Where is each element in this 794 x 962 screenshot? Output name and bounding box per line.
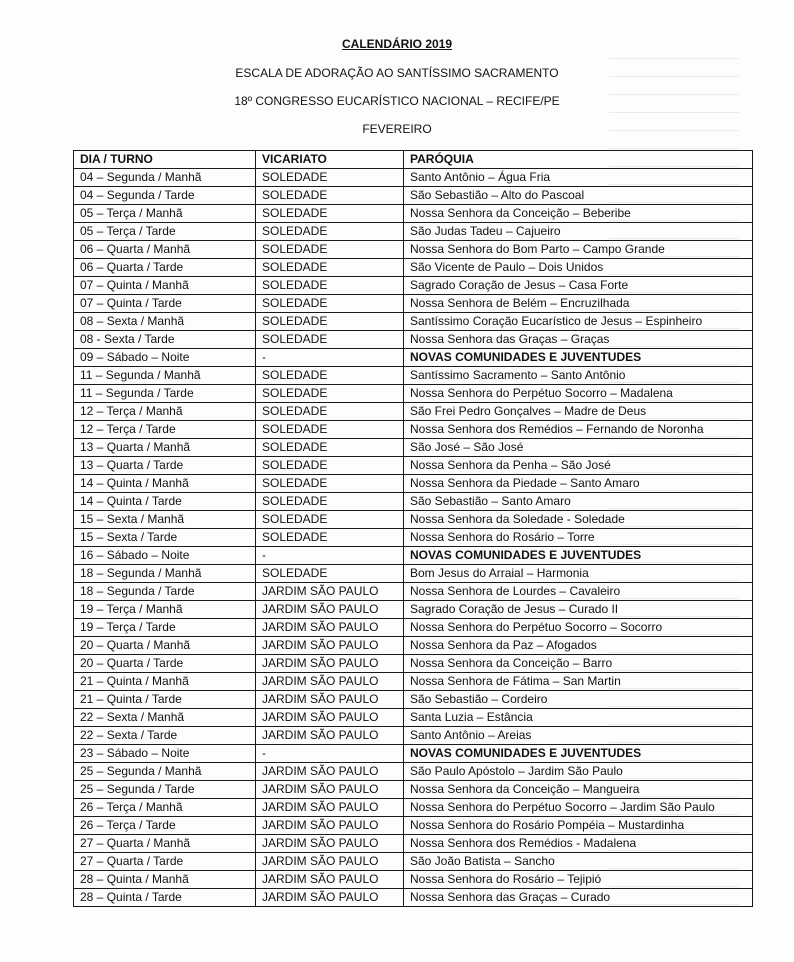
table-row — [74, 421, 753, 439]
vicariate-cell: SOLEDADE — [256, 565, 404, 583]
parish-cell: Nossa Senhora da Piedade – Santo Amaro — [404, 475, 753, 493]
table-row — [74, 277, 753, 295]
table-row — [74, 241, 753, 259]
parish-cell: São João Batista – Sancho — [404, 853, 753, 871]
table-row — [74, 403, 753, 421]
table-row — [74, 187, 753, 205]
vicariate-cell: - — [256, 745, 404, 763]
vicariate-cell: - — [256, 547, 404, 565]
vicariate-cell: SOLEDADE — [256, 313, 404, 331]
day-cell: 14 – Quinta / Manhã — [74, 475, 256, 493]
table-row — [74, 871, 753, 889]
vicariate-cell: SOLEDADE — [256, 277, 404, 295]
vicariate-cell: SOLEDADE — [256, 187, 404, 205]
day-cell: 11 – Segunda / Tarde — [74, 385, 256, 403]
table-header-row — [74, 151, 753, 169]
parish-cell: Nossa Senhora do Perpétuo Socorro – Socorro — [404, 619, 753, 637]
parish-cell: Sagrado Coração de Jesus – Casa Forte — [404, 277, 753, 295]
vicariate-cell: JARDIM SÃO PAULO — [256, 835, 404, 853]
parish-cell: Nossa Senhora da Conceição – Barro — [404, 655, 753, 673]
parish-cell: Nossa Senhora de Fátima – San Martin — [404, 673, 753, 691]
vicariate-cell: SOLEDADE — [256, 367, 404, 385]
parish-cell: NOVAS COMUNIDADES E JUVENTUDES — [404, 349, 753, 367]
day-cell: 11 – Segunda / Manhã — [74, 367, 256, 385]
table-row — [74, 817, 753, 835]
day-cell: 04 – Segunda / Tarde — [74, 187, 256, 205]
document-subtitle: ESCALA DE ADORAÇÃO AO SANTÍSSIMO SACRAMENTO — [235, 66, 559, 80]
day-cell: 08 - Sexta / Tarde — [74, 331, 256, 349]
table-row — [74, 547, 753, 565]
table-row — [74, 709, 753, 727]
column-header-vicariate: VICARIATO — [256, 151, 404, 169]
parish-cell: Nossa Senhora da Penha – São José — [404, 457, 753, 475]
vicariate-cell: SOLEDADE — [256, 403, 404, 421]
vicariate-cell: SOLEDADE — [256, 331, 404, 349]
day-cell: 18 – Segunda / Manhã — [74, 565, 256, 583]
day-cell: 20 – Quarta / Tarde — [74, 655, 256, 673]
parish-cell: Santa Luzia – Estância — [404, 709, 753, 727]
parish-cell: São Sebastião – Alto do Pascoal — [404, 187, 753, 205]
parish-cell: Santíssimo Coração Eucarístico de Jesus – Espinheiro — [404, 313, 753, 331]
table-row — [74, 799, 753, 817]
parish-cell: Nossa Senhora dos Remédios – Fernando de Noronha — [404, 421, 753, 439]
table-row — [74, 475, 753, 493]
day-cell: 26 – Terça / Manhã — [74, 799, 256, 817]
day-cell: 20 – Quarta / Manhã — [74, 637, 256, 655]
vicariate-cell: JARDIM SÃO PAULO — [256, 619, 404, 637]
column-header-parish: PARÓQUIA — [404, 151, 753, 169]
parish-cell: Nossa Senhora do Bom Parto – Campo Grande — [404, 241, 753, 259]
table-row — [74, 583, 753, 601]
vicariate-cell: JARDIM SÃO PAULO — [256, 871, 404, 889]
vicariate-cell: JARDIM SÃO PAULO — [256, 637, 404, 655]
day-cell: 27 – Quarta / Tarde — [74, 853, 256, 871]
vicariate-cell: SOLEDADE — [256, 295, 404, 313]
day-cell: 05 – Terça / Manhã — [74, 205, 256, 223]
table-row — [74, 763, 753, 781]
vicariate-cell: SOLEDADE — [256, 385, 404, 403]
table-row — [74, 601, 753, 619]
day-cell: 12 – Terça / Manhã — [74, 403, 256, 421]
parish-cell: Nossa Senhora do Rosário – Tejipió — [404, 871, 753, 889]
vicariate-cell: JARDIM SÃO PAULO — [256, 763, 404, 781]
parish-cell: Nossa Senhora das Graças – Graças — [404, 331, 753, 349]
day-cell: 28 – Quinta / Manhã — [74, 871, 256, 889]
parish-cell: São José – São José — [404, 439, 753, 457]
vicariate-cell: JARDIM SÃO PAULO — [256, 583, 404, 601]
day-cell: 25 – Segunda / Tarde — [74, 781, 256, 799]
parish-cell: Santo Antônio – Areias — [404, 727, 753, 745]
parish-cell: Nossa Senhora de Lourdes – Cavaleiro — [404, 583, 753, 601]
vicariate-cell: - — [256, 349, 404, 367]
parish-cell: Nossa Senhora das Graças – Curado — [404, 889, 753, 907]
vicariate-cell: JARDIM SÃO PAULO — [256, 673, 404, 691]
parish-cell: Nossa Senhora da Conceição – Mangueira — [404, 781, 753, 799]
table-row — [74, 385, 753, 403]
vicariate-cell: SOLEDADE — [256, 169, 404, 187]
parish-cell: Nossa Senhora da Conceição – Beberibe — [404, 205, 753, 223]
table-row — [74, 727, 753, 745]
parish-cell: Nossa Senhora dos Remédios - Madalena — [404, 835, 753, 853]
day-cell: 09 – Sábado – Noite — [74, 349, 256, 367]
vicariate-cell: JARDIM SÃO PAULO — [256, 781, 404, 799]
day-cell: 26 – Terça / Tarde — [74, 817, 256, 835]
day-cell: 13 – Quarta / Tarde — [74, 457, 256, 475]
day-cell: 07 – Quinta / Tarde — [74, 295, 256, 313]
table-row — [74, 349, 753, 367]
day-cell: 13 – Quarta / Manhã — [74, 439, 256, 457]
column-header-day: DIA / TURNO — [74, 151, 256, 169]
parish-cell: São Judas Tadeu – Cajueiro — [404, 223, 753, 241]
parish-cell: Nossa Senhora do Perpétuo Socorro – Jardim São Paulo — [404, 799, 753, 817]
table-row — [74, 889, 753, 907]
day-cell: 21 – Quinta / Manhã — [74, 673, 256, 691]
parish-cell: São Paulo Apóstolo – Jardim São Paulo — [404, 763, 753, 781]
table-row — [74, 295, 753, 313]
parish-cell: Nossa Senhora do Rosário – Torre — [404, 529, 753, 547]
table-row — [74, 169, 753, 187]
table-row — [74, 673, 753, 691]
parish-cell: Nossa Senhora do Rosário Pompéia – Mustardinha — [404, 817, 753, 835]
parish-cell: Sagrado Coração de Jesus – Curado II — [404, 601, 753, 619]
table-row — [74, 853, 753, 871]
day-cell: 15 – Sexta / Manhã — [74, 511, 256, 529]
table-row — [74, 331, 753, 349]
table-row — [74, 637, 753, 655]
schedule-body — [74, 169, 753, 907]
day-cell: 22 – Sexta / Tarde — [74, 727, 256, 745]
vicariate-cell: SOLEDADE — [256, 223, 404, 241]
table-row — [74, 835, 753, 853]
vicariate-cell: JARDIM SÃO PAULO — [256, 727, 404, 745]
day-cell: 22 – Sexta / Manhã — [74, 709, 256, 727]
day-cell: 15 – Sexta / Tarde — [74, 529, 256, 547]
vicariate-cell: JARDIM SÃO PAULO — [256, 601, 404, 619]
table-row — [74, 745, 753, 763]
parish-cell: Nossa Senhora da Paz – Afogados — [404, 637, 753, 655]
day-cell: 05 – Terça / Tarde — [74, 223, 256, 241]
parish-cell: Santíssimo Sacramento – Santo Antônio — [404, 367, 753, 385]
vicariate-cell: JARDIM SÃO PAULO — [256, 709, 404, 727]
vicariate-cell: JARDIM SÃO PAULO — [256, 853, 404, 871]
table-row — [74, 457, 753, 475]
parish-cell: Bom Jesus do Arraial – Harmonia — [404, 565, 753, 583]
day-cell: 08 – Sexta / Manhã — [74, 313, 256, 331]
day-cell: 27 – Quarta / Manhã — [74, 835, 256, 853]
vicariate-cell: JARDIM SÃO PAULO — [256, 691, 404, 709]
day-cell: 16 – Sábado – Noite — [74, 547, 256, 565]
vicariate-cell: SOLEDADE — [256, 439, 404, 457]
vicariate-cell: SOLEDADE — [256, 475, 404, 493]
schedule-table — [73, 150, 753, 907]
table-row — [74, 691, 753, 709]
vicariate-cell: SOLEDADE — [256, 493, 404, 511]
parish-cell: Nossa Senhora de Belém – Encruzilhada — [404, 295, 753, 313]
table-row — [74, 529, 753, 547]
vicariate-cell: SOLEDADE — [256, 259, 404, 277]
parish-cell: Nossa Senhora da Soledade - Soledade — [404, 511, 753, 529]
vicariate-cell: SOLEDADE — [256, 421, 404, 439]
congress-name: 18º CONGRESSO EUCARÍSTICO NACIONAL – RECIFE/PE — [234, 94, 560, 108]
vicariate-cell: SOLEDADE — [256, 529, 404, 547]
parish-cell: Nossa Senhora do Perpétuo Socorro – Madalena — [404, 385, 753, 403]
vicariate-cell: JARDIM SÃO PAULO — [256, 817, 404, 835]
day-cell: 23 – Sábado – Noite — [74, 745, 256, 763]
day-cell: 14 – Quinta / Tarde — [74, 493, 256, 511]
table-row — [74, 619, 753, 637]
day-cell: 25 – Segunda / Manhã — [74, 763, 256, 781]
day-cell: 07 – Quinta / Manhã — [74, 277, 256, 295]
vicariate-cell: SOLEDADE — [256, 205, 404, 223]
parish-cell: São Sebastião – Cordeiro — [404, 691, 753, 709]
vicariate-cell: SOLEDADE — [256, 241, 404, 259]
table-row — [74, 493, 753, 511]
day-cell: 28 – Quinta / Tarde — [74, 889, 256, 907]
parish-cell: NOVAS COMUNIDADES E JUVENTUDES — [404, 745, 753, 763]
day-cell: 18 – Segunda / Tarde — [74, 583, 256, 601]
table-row — [74, 313, 753, 331]
vicariate-cell: JARDIM SÃO PAULO — [256, 889, 404, 907]
parish-cell: Santo Antônio – Água Fria — [404, 169, 753, 187]
parish-cell: NOVAS COMUNIDADES E JUVENTUDES — [404, 547, 753, 565]
table-row — [74, 367, 753, 385]
vicariate-cell: SOLEDADE — [256, 457, 404, 475]
vicariate-cell: JARDIM SÃO PAULO — [256, 799, 404, 817]
vicariate-cell: JARDIM SÃO PAULO — [256, 655, 404, 673]
day-cell: 04 – Segunda / Manhã — [74, 169, 256, 187]
table-row — [74, 223, 753, 241]
document-title: CALENDÁRIO 2019 — [341, 37, 453, 51]
table-row — [74, 655, 753, 673]
day-cell: 06 – Quarta / Tarde — [74, 259, 256, 277]
table-row — [74, 511, 753, 529]
table-row — [74, 259, 753, 277]
table-row — [74, 205, 753, 223]
day-cell: 19 – Terça / Manhã — [74, 601, 256, 619]
day-cell: 21 – Quinta / Tarde — [74, 691, 256, 709]
day-cell: 19 – Terça / Tarde — [74, 619, 256, 637]
parish-cell: São Vicente de Paulo – Dois Unidos — [404, 259, 753, 277]
table-row — [74, 781, 753, 799]
parish-cell: São Sebastião – Santo Amaro — [404, 493, 753, 511]
day-cell: 06 – Quarta / Manhã — [74, 241, 256, 259]
table-row — [74, 439, 753, 457]
day-cell: 12 – Terça / Tarde — [74, 421, 256, 439]
vicariate-cell: SOLEDADE — [256, 511, 404, 529]
table-row — [74, 565, 753, 583]
month-label: FEVEREIRO — [362, 122, 432, 136]
parish-cell: São Frei Pedro Gonçalves – Madre de Deus — [404, 403, 753, 421]
